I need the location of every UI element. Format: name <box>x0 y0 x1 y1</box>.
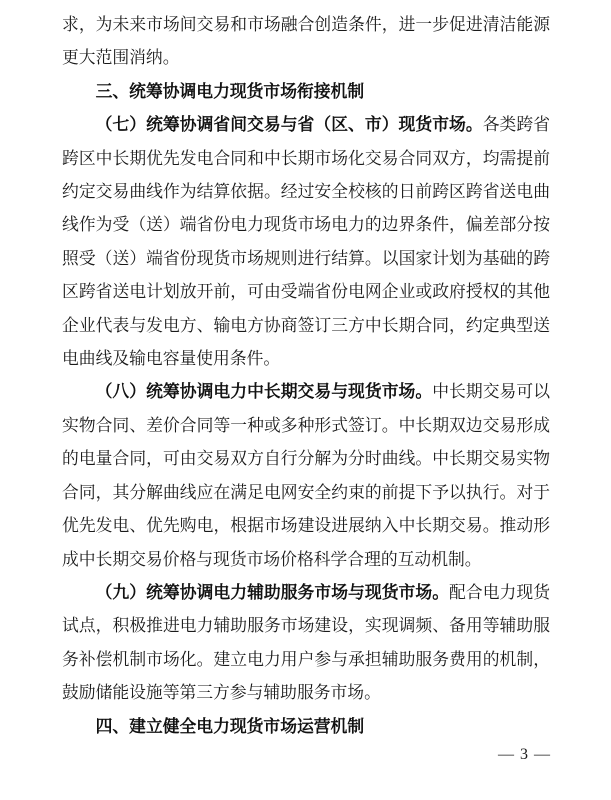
section-heading-four: 四、建立健全电力现货市场运营机制 <box>95 716 365 736</box>
paragraph-seven-text: 各类跨省跨区中长期优先发电合同和中长期市场化交易合同双方，均需提前约定交易曲线作为结算依据。经过安全校核的日前跨区跨省送电曲线作为受（送）端省份电力现货市场电力的边界条件，偏差部分按照受（送）端省份现货市场规则进行结算。以国家计划为基础的跨区跨省送电计划放开前，可由受端省份电网企业或政府授权的其他企业代表与发电方、输电方协商签订三方中长期合同，约定典型送电曲线及输电容量使用条件。 <box>62 115 550 369</box>
paragraph-nine-lead: （九）统筹协调电力辅助服务市场与现货市场。 <box>95 582 450 602</box>
paragraph-eight-text: 中长期交易可以实物合同、差价合同等一种或多种形式签订。中长期双边交易形成的电量合同，可由交易双方自行分解为分时曲线。中长期交易实物合同，其分解曲线应在满足电网安全约束的前提下予以执行。对于优先发电、优先购电，根据市场建设进展纳入中长期交易。推动形成中长期交易价格与现货市场价格科学合理的互动机制。 <box>62 382 550 569</box>
paragraph-eight-lead: （八）统筹协调电力中长期交易与现货市场。 <box>95 382 433 402</box>
paragraph-nine-text: 配合电力现货试点，积极推进电力辅助服务市场建设，实现调频、备用等辅助服务补偿机制市场化。建立电力用户参与承担辅助服务费用的机制，鼓励储能设施等第三方参与辅助服务市场。 <box>62 582 550 703</box>
paragraph-seven-lead: （七）统筹协调省间交易与省（区、市）现货市场。 <box>95 115 483 135</box>
paragraph-seven <box>62 108 550 375</box>
paragraph-nine <box>62 576 550 710</box>
paragraph-eight <box>62 375 550 575</box>
paragraph-continuation: 求，为未来市场间交易和市场融合创造条件，进一步促进清洁能源更大范围消纳。 <box>62 15 550 68</box>
page-number: — 3 — <box>498 746 551 763</box>
document-content <box>62 8 550 743</box>
section-heading-three: 三、统筹协调电力现货市场衔接机制 <box>95 81 365 101</box>
